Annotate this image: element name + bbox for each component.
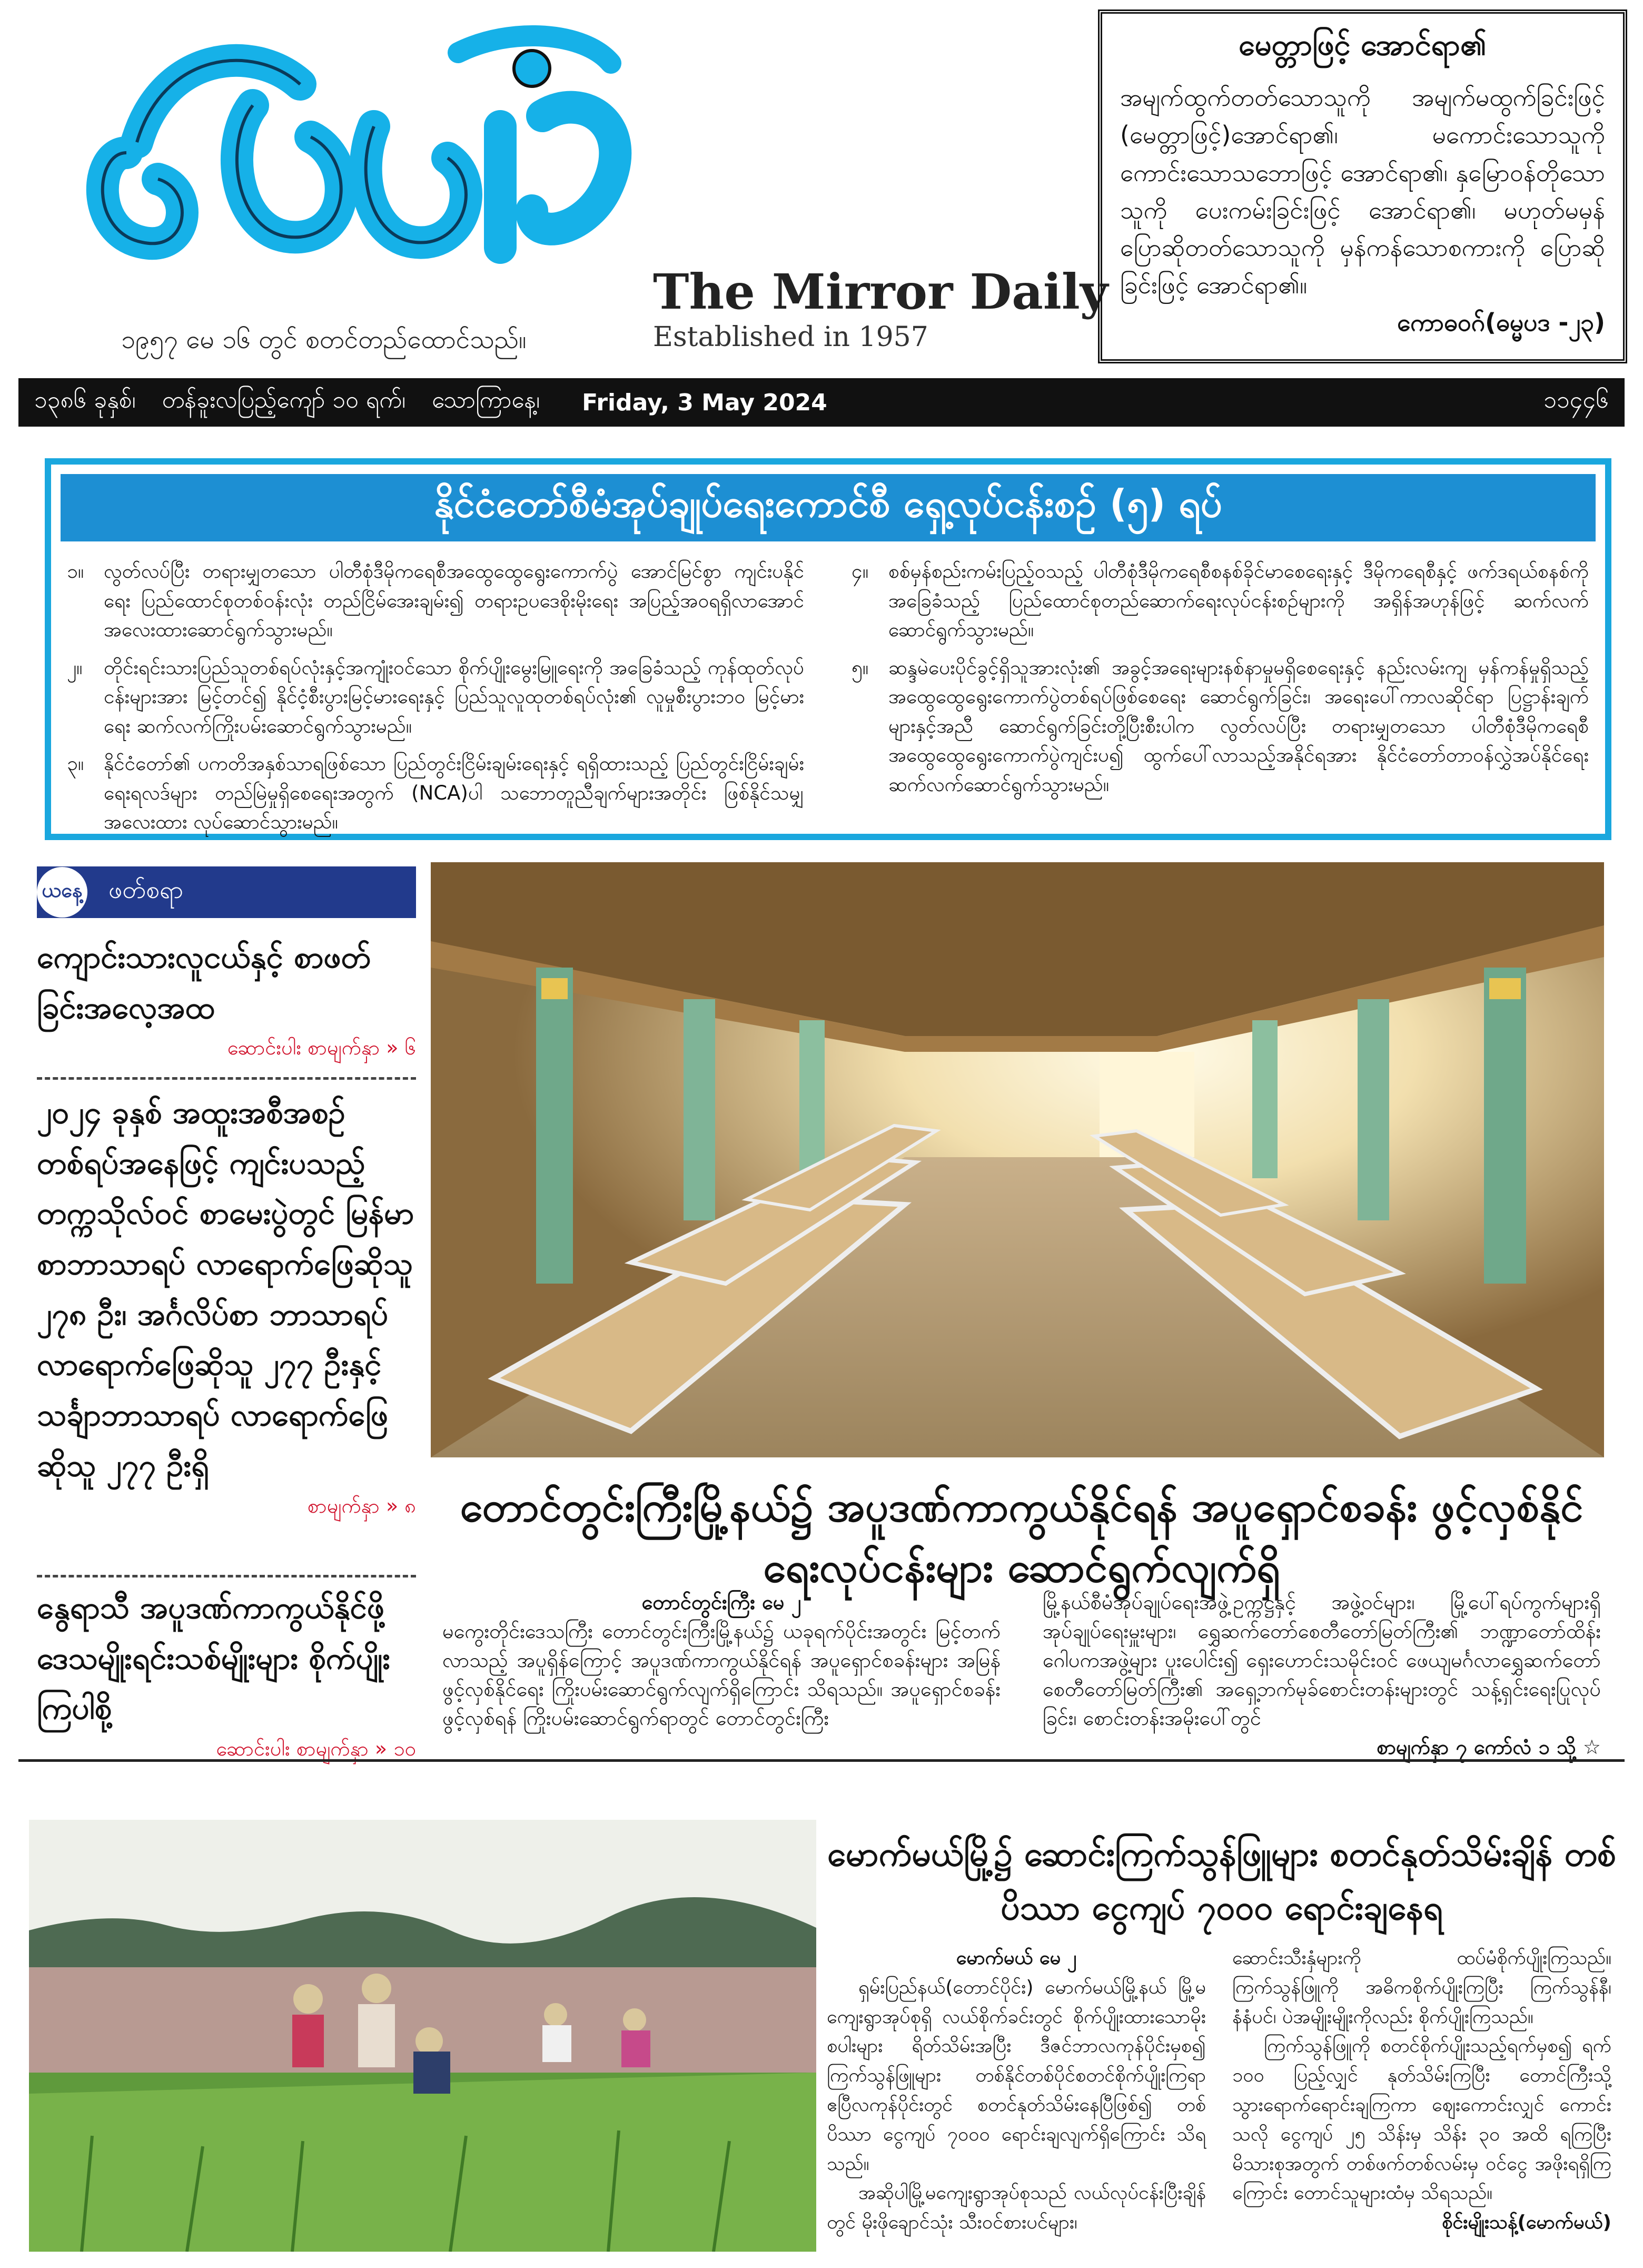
objective-number: ၂။ — [67, 656, 83, 679]
sidebar-item-headline[interactable]: ကျောင်းသားလူငယ်နှင့် စာဖတ်ခြင်းအလေ့အထ — [37, 939, 371, 1025]
objective-item — [852, 557, 1589, 645]
dateline-month: တန်ခူးလပြည့်ကျော် ၁၀ ရက်၊ — [162, 387, 406, 413]
story2-text-2: ဆောင်းသီးနှံများကို ထပ်မံစိုက်ပျိုးကြသည်။ ကြက်သွန်ဖြူကို အဓိကစိုက်ပျိုးကြပြီး ကြက်သွန်နီ၊ နံနံပင်၊ ပဲအမျိုးမျိုးကိုလည်း စိုက်ပျိုးကြသည်။ — [1232, 1947, 1611, 2028]
sidebar-header — [37, 866, 416, 918]
main-story-text-1: မကွေးတိုင်းဒေသကြီး တောင်တွင်းကြီးမြို့နယ်၌ ယခုရက်ပိုင်းအတွင်း မြင့်တက်လာသည့် အပူရှိန်ကြောင့် အပူဒဏ်ကာကွယ်နိုင်ရန် အပူရှောင်စခန်းများ အမြန်ဖွင့်လှစ်နိုင်ရေး ကြိုးပမ်းဆောင်ရွက်လျက်ရှိကြောင်း သိရသည်။ အပူရှောင်စခန်းဖွင့်လှစ်ရန် ကြိုးပမ်းဆောင်ရွက်ရာတွင် တောင်တွင်းကြီး — [442, 1620, 1001, 1730]
objective-number: ၃။ — [67, 752, 84, 775]
quote-box — [1098, 9, 1627, 363]
today-badge: ယနေ့ — [37, 867, 87, 918]
objective-number: ၁။ — [67, 560, 84, 583]
brand-established: Established in 1957 — [653, 321, 928, 353]
sidebar-index — [37, 866, 416, 1761]
main-story-body — [442, 1588, 1601, 1762]
masthead — [0, 0, 1108, 369]
sidebar-item-page-ref[interactable]: ဆောင်းပါး စာမျက်နှာ » ၆ — [227, 1036, 416, 1060]
story2-text-2b: ကြက်သွန်ဖြူကို စတင်စိုက်ပျိုးသည့်ရက်မှစ၍ ရက် ၁၀၀ ပြည့်လျှင် နုတ်သိမ်းကြပြီး တောင်ကြီးသို့ သွားရောက်ရောင်းချကြကာ ဈေးကောင်းလျှင် ကောင်းသလို ငွေကျပ် ၂၅ သိန်းမှ သိန်း ၃၀ အထိ ရကြပြီး မိသားစုအတွက် တစ်ဖက်တစ်လမ်းမှ ဝင်ငွေ အဖိုးရရှိကြကြောင်း တောင်သူများထံမှ သိရသည်။ — [1232, 2035, 1611, 2204]
objective-number: ၅။ — [852, 656, 869, 679]
story2-text-1: ရှမ်းပြည်နယ်(တောင်ပိုင်း) မောက်မယ်မြို့နယ် မြို့မကျေးရွာအုပ်စုရှိ လယ်စိုက်ခင်းတွင် စိုက်ပျိုးထားသောမိုးစပါးများ ရိတ်သိမ်းအပြီး ဒီဇင်ဘာလကုန်ပိုင်းမှစ၍ ကြက်သွန်ဖြူများ တစ်နိုင်တစ်ပိုင်စတင်စိုက်ပျိုးကြရာ ဧပြီလကုန်ပိုင်းတွင် စတင်နုတ်သိမ်းနေပြီဖြစ်၍ တစ်ပိဿာ ငွေကျပ် ၇၀၀၀ ရောင်းချလျက်ရှိကြောင်း သိရသည်။ — [827, 1976, 1206, 2175]
section-divider — [18, 1759, 1625, 1762]
story2-byline: မောက်မယ် မေ ၂ — [956, 1947, 1077, 1969]
story2-body — [827, 1944, 1617, 2260]
quote-title: မေတ္တာဖြင့် အောင်ရာ၏ — [1239, 28, 1487, 62]
dateline-year: ၁၃၈၆ ခုနှစ်၊ — [34, 387, 136, 413]
main-photo-illustration — [431, 862, 1604, 1457]
story2-column-1 — [827, 1944, 1206, 2237]
objective-text: စစ်မှန်စည်းကမ်းပြည့်ဝသည့် ပါတီစုံဒီမိုကရေစီစနစ်ခိုင်မာစေရေးနှင့် ဒီမိုကရေစီနှင့် ဖက်ဒရယ်စနစ်ကို အခြေခံသည့် ပြည်ထောင်စုတည်ဆောက်ရေးလုပ်ငန်းစဉ်များကို အရှိန်အဟုန်ဖြင့် ဆက်လက်ဆောင်ရွက်သွားမည်။ — [888, 560, 1589, 641]
objective-text: နိုင်ငံတော်၏ ပကတိအနှစ်သာရဖြစ်သော ပြည်တွင်းငြိမ်းချမ်းရေးနှင့် ရရှိထားသည့် ပြည်တွင်းငြိမ်းချမ်းရေးရလဒ်များ တည်မြဲမှုရှိစေရေးအတွက် (NCA)ပါ သဘောတူညီချက်များအတိုင်း ဖြစ်နိုင်သမျှ အလေးထား လုပ်ဆောင်သွားမည်။ — [104, 752, 804, 833]
main-story-column-1 — [442, 1588, 1001, 1733]
story2-credit: စိုင်းမျိုးသန့်(မောက်မယ်) — [1442, 2212, 1611, 2234]
objectives-title: နိုင်ငံတော်စီမံအုပ်ချုပ်ရေးကောင်စီ ရှေ့လုပ်ငန်းစဉ် (၅) ရပ် — [61, 474, 1596, 541]
sidebar-item[interactable] — [37, 1583, 416, 1766]
objective-text: လွတ်လပ်ပြီး တရားမျှတသော ပါတီစုံဒီမိုကရေစီအထွေထွေရွေးကောက်ပွဲ အောင်မြင်စွာ ကျင်းပနိုင်ရေး ပြည်ထောင်စုတစ်ဝန်းလုံး တည်ငြိမ်အေးချမ်း၍ တရားဥပဒေစိုးမိုးရေး အပြည့်အဝရရှိလာအောင် အလေးထားဆောင်ရွက်သွားမည်။ — [104, 560, 804, 641]
main-story-column-2 — [1043, 1588, 1601, 1762]
sidebar-item[interactable] — [37, 932, 416, 1064]
brand-founded-burmese: ၁၉၅၇ မေ ၁၆ တွင် စတင်တည်ထောင်သည်။ — [121, 325, 527, 354]
objective-item — [67, 557, 804, 645]
objective-item — [852, 653, 1589, 800]
sidebar-item-page-ref[interactable]: ဆောင်းပါး စာမျက်နှာ » ၁၀ — [216, 1737, 416, 1761]
main-story-text-2: မြို့နယ်စီမံအုပ်ချုပ်ရေးအဖွဲ့ဥက္ကဋ္ဌနှင့် အဖွဲ့ဝင်များ၊ မြို့ပေါ်ရပ်ကွက်များရှိ အုပ်ချုပ်ရေးမှူးများ၊ ရွှေဆက်တော်စေတီတော်မြတ်ကြီး၏ ဘဏ္ဍာတော်ထိန်း ဂေါပကအဖွဲ့များ ပူးပေါင်း၍ ရှေးဟောင်းသမိုင်းဝင် ဖေယျမင်္ဂလာရွှေဆက်တော် စေတီတော်မြတ်ကြီး၏ အရှေ့ဘက်မုခ်စောင်းတန်းများတွင် သန့်ရှင်းရေးပြုလုပ်ခြင်း၊ စောင်းတန်းအမိုးပေါ်တွင် — [1043, 1591, 1601, 1730]
objective-item — [67, 749, 804, 837]
photo-garlic-harvest — [29, 1820, 816, 2252]
dateline-issue-number: ၁၁၄၄၆ — [1543, 387, 1609, 413]
main-photo-heat-shelter — [431, 862, 1604, 1457]
objectives-column-right — [852, 557, 1589, 807]
main-story-byline: တောင်တွင်းကြီး မေ ၂ — [641, 1591, 801, 1614]
sidebar-item-headline[interactable]: ၂၀၂၄ ခုနှစ် အထူးအစီအစဉ်တစ်ရပ်အနေဖြင့် ကျင်းပသည့် တက္ကသိုလ်ဝင် စာမေးပွဲတွင် မြန်မာစာဘာသာရပ် လာရောက်ဖြေဆိုသူ ၂၇၈ ဦး၊ အင်္ဂလိပ်စာ ဘာသာရပ် လာရောက်ဖြေဆိုသူ ၂၇၇ ဦးနှင့် သင်္ချာဘာသာရပ် လာရောက်ဖြေဆိုသူ ၂၇၇ ဦးရှိ — [37, 1094, 414, 1483]
dateline-date-english: Friday, 3 May 2024 — [582, 389, 827, 416]
objectives-column-left — [67, 557, 804, 845]
sidebar-item-page-ref[interactable]: စာမျက်နှာ » ၈ — [307, 1494, 416, 1517]
quote-source: ကောဓဝဂ်(ဓမ္မပဒ -၂၃) — [1397, 308, 1605, 337]
main-story-headline: တောင်တွင်းကြီးမြို့နယ်၌ အပူဒဏ်ကာကွယ်နိုင်ရန် အပူရှောင်စခန်း ဖွင့်လှစ်နိုင်ရေးလုပ်ငန်းများ ဆောင်ရွက်လျက်ရှိ — [460, 1484, 1583, 1592]
story2-column-2 — [1232, 1944, 1611, 2237]
sidebar-index-label: ဖတ်စရာ — [108, 875, 184, 904]
dateline-weekday: သောကြာနေ့၊ — [432, 387, 540, 413]
quote-body: အမျက်ထွက်တတ်သောသူကို အမျက်မထွက်ခြင်းဖြင့် (မေတ္တာဖြင့်)အောင်ရာ၏၊ မကောင်းသောသူကို ကောင်းသောသဘောဖြင့် အောင်ရာ၏၊ နှမြောဝန်တိုသောသူကို ပေးကမ်းခြင်းဖြင့် အောင်ရာ၏၊ မဟုတ်မမှန် ပြောဆိုတတ်သောသူကို မှန်ကန်သောစကားကို ပြောဆိုခြင်းဖြင့် အောင်ရာ၏။ — [1120, 83, 1605, 300]
photo-garlic-illustration — [29, 1820, 816, 2252]
story2-headline: မောက်မယ်မြို့၌ ဆောင်းကြက်သွန်ဖြူများ စတင်နုတ်သိမ်းချိန် တစ်ပိဿာ ငွေကျပ် ၇၀၀၀ ရောင်းချနေရ — [827, 1835, 1617, 1928]
objective-text: ဆန္ဒမဲပေးပိုင်ခွင့်ရှိသူအားလုံး၏ အခွင့်အရေးများနစ်နာမှုမရှိစေရေးနှင့် နည်းလမ်းကျ မှန်ကန်မှုရှိသည့် အထွေထွေရွေးကောက်ပွဲတစ်ရပ်ဖြစ်စေရေး ဆောင်ရွက်ခြင်း၊ အရေးပေါ်ကာလဆိုင်ရာ ပြဋ္ဌာန်းချက်များနှင့်အညီ ဆောင်ရွက်ခြင်းတို့ပြီးစီးပါက လွတ်လပ်ပြီး တရားမျှတသော ပါတီစုံဒီမိုကရေစီ အထွေထွေရွေးကောက်ပွဲကျင်းပ၍ ထွက်ပေါ်လာသည့်အနိုင်ရအား နိုင်ငံတော်တာဝန်လွှဲအပ်နိုင်ရေး ဆက်လက်ဆောင်ရွက်သွားမည်။ — [888, 656, 1589, 796]
masthead-logo — [79, 21, 669, 316]
story2-text-1b: အဆိုပါမြို့မကျေးရွာအုပ်စုသည် လယ်လုပ်ငန်းပြီးချိန်တွင် မိုးဖိုချောင်သုံး သီးဝင်စားပင်များ၊ — [827, 2182, 1206, 2234]
objectives-box — [45, 458, 1611, 840]
main-story-continued[interactable]: စာမျက်နှာ ၇ ကော်လံ ၁ သို့ ☆ — [1377, 1735, 1601, 1759]
objective-number: ၄။ — [852, 560, 869, 583]
objective-text: တိုင်းရင်းသားပြည်သူတစ်ရပ်လုံးနှင့်အကျုံးဝင်သော စိုက်ပျိုးမွေးမြူရေးကို အခြေခံသည့် ကုန်ထုတ်လုပ်ငန်းများအား မြင့်တင်၍ နိုင်ငံ့စီးပွားမြင့်မားရေးနှင့် ပြည်သူလူထုတစ်ရပ်လုံး၏ လူမှုစီးပွားဘဝ မြင့်မားရေး ဆက်လက်ကြိုးပမ်းဆောင်ရွက်သွားမည်။ — [104, 656, 804, 737]
sidebar-item-headline[interactable]: နွေရာသီ အပူဒဏ်ကာကွယ်နိုင်ဖို့ ဒေသမျိုးရင်းသစ်မျိုးများ စိုက်ပျိုးကြပါစို့ — [37, 1590, 390, 1727]
sidebar-item[interactable] — [37, 1088, 416, 1523]
sidebar-divider — [37, 1077, 416, 1080]
dateline-bar — [18, 378, 1625, 427]
brand-title-english: The Mirror Daily — [653, 263, 1108, 320]
objective-item — [67, 653, 804, 741]
sidebar-divider — [37, 1575, 416, 1577]
